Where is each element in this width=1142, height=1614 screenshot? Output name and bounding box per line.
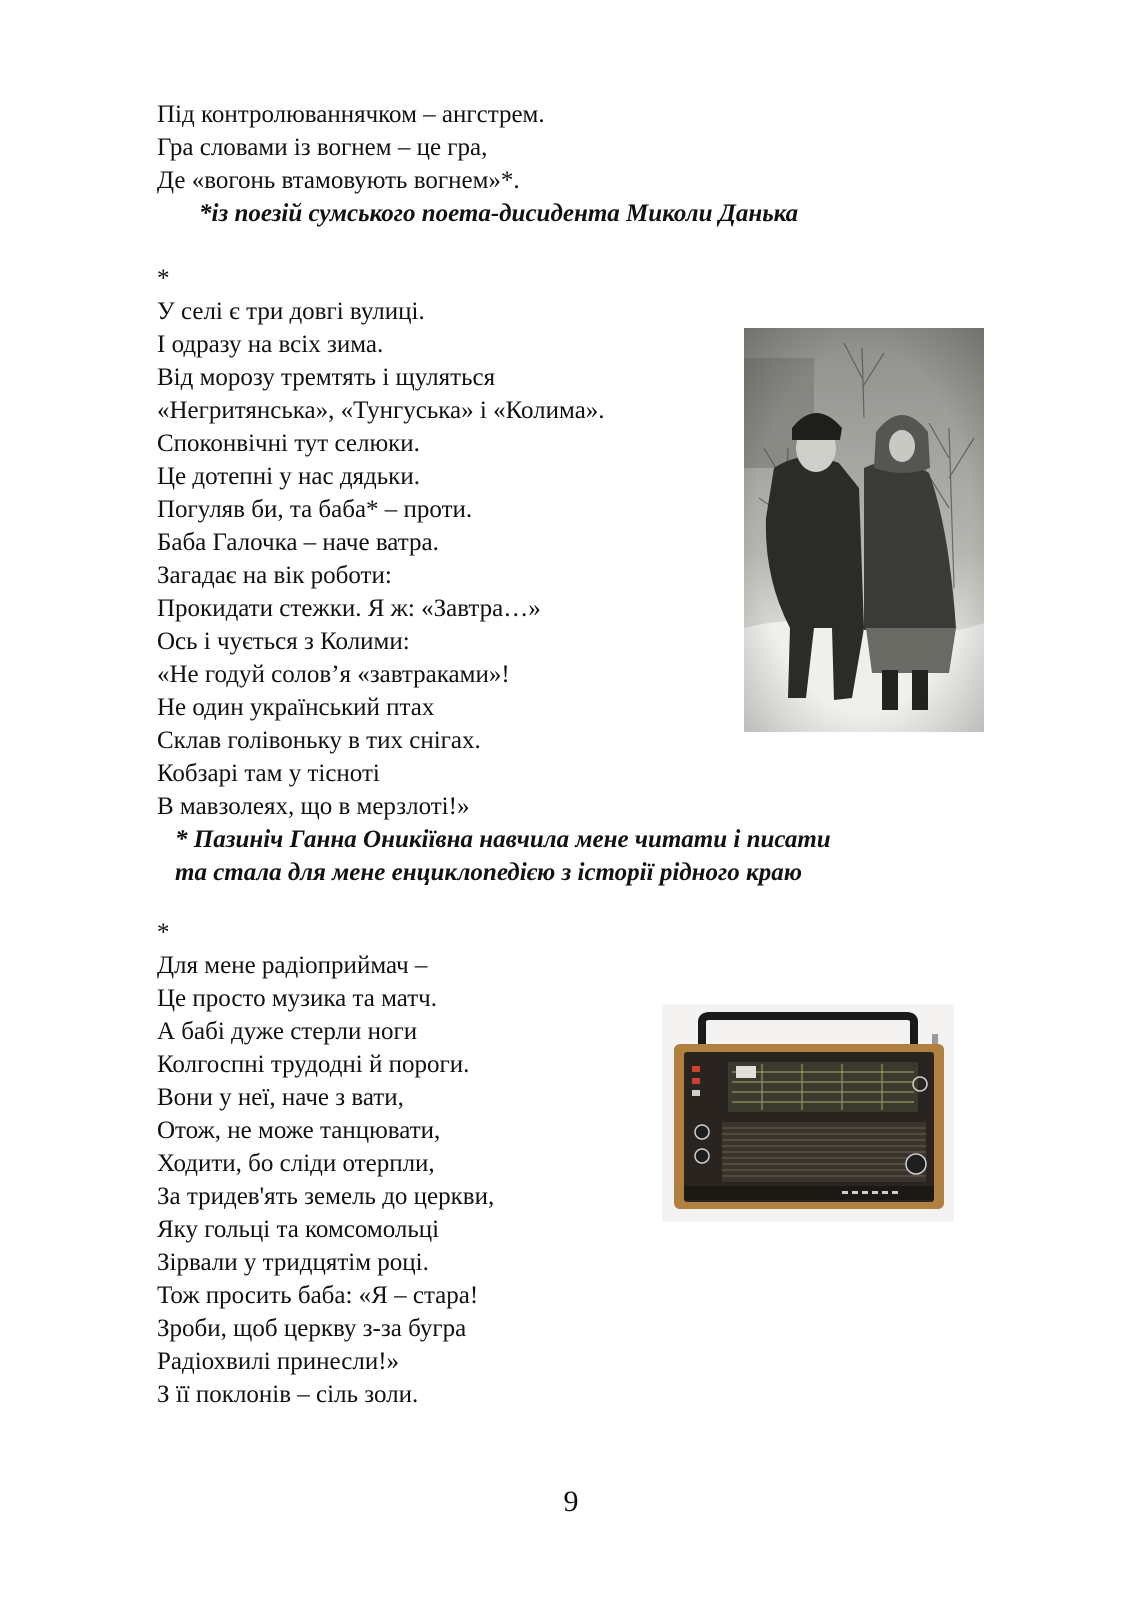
poem-line: В мавзолеях, що в мерзлоті!» [157, 793, 470, 820]
poem-line: Споконвічні тут селюки. [157, 430, 420, 457]
footnote-danko: *із поезій сумського поета-дисидента Миколи Данька [199, 200, 799, 227]
poem-line: Баба Галочка – наче ватра. [157, 529, 439, 556]
poem-line: Яку гольці та комсомольці [157, 1216, 440, 1243]
stanza-1 [157, 98, 798, 230]
poem-line: Не один український птах [157, 694, 435, 721]
poem-line: Кобзарі там у тісноті [157, 760, 380, 787]
winter-photo [744, 328, 984, 732]
radio-photo [662, 1004, 954, 1222]
poem-line: Від морозу тремтять і щуляться [157, 364, 496, 391]
poem-line: Склав голівоньку в тих снігах. [157, 727, 481, 754]
poem-line: Радіохвилі принесли!» [157, 1348, 400, 1375]
poem-line: І одразу на всіх зима. [157, 331, 384, 358]
poem-line: У селі є три довгі вулиці. [157, 298, 425, 325]
poem-line: Під контролюваннячком – ангстрем. [157, 101, 545, 128]
poem-line: Для мене радіоприймач – [157, 952, 428, 979]
poem-line: Вони у неї, наче з вати, [157, 1084, 404, 1111]
poem-line: Загадає на вік роботи: [157, 562, 392, 589]
poem-line: Зроби, щоб церкву з-за бугра [157, 1315, 467, 1342]
footnote-pazynich-1: * Пазиніч Ганна Оникіївна навчила мене читати і писати [175, 826, 831, 853]
poem-line: «Негритянська», «Тунгуська» і «Колима». [157, 397, 605, 424]
stanza-2 [157, 262, 831, 889]
poem-line: Де «вогонь втамовують вогнем»*. [157, 167, 520, 194]
poem-line: Колгоспні трудодні й пороги. [157, 1051, 470, 1078]
radio-photo-image [662, 1004, 954, 1222]
poem-line: Гра словами із вогнем – це гра, [157, 134, 488, 161]
poem-line: З її поклонів – сіль золи. [157, 1381, 419, 1408]
poem-line: Прокидати стежки. Я ж: «Завтра…» [157, 595, 541, 622]
poem-line: Отож, не може танцювати, [157, 1117, 441, 1144]
poem-line: Це просто музика та матч. [157, 985, 437, 1012]
poem-line: Це дотепні у нас дядьки. [157, 463, 420, 490]
poem-line: За тридев'ять земель до церкви, [157, 1183, 495, 1210]
stanza-3 [157, 916, 494, 1411]
footnote-pazynich-2: та стала для мене енциклопедією з історії рідного краю [175, 859, 802, 886]
poem-line: Зірвали у тридцятім році. [157, 1249, 429, 1276]
poem-line: Погуляв би, та баба* – проти. [157, 496, 473, 523]
poem-line: Ходити, бо сліди отерпли, [157, 1150, 435, 1177]
poem-line: Тож просить баба: «Я – стара! [157, 1282, 479, 1309]
stanza-marker: * [157, 265, 170, 292]
stanza-marker: * [157, 919, 170, 946]
winter-photo-image [744, 328, 984, 732]
page-number: 9 [563, 1485, 579, 1518]
poem-line: «Не годуй солов’я «завтраками»! [157, 661, 510, 688]
poem-line: Ось і чується з Колими: [157, 628, 410, 655]
poem-line: А бабі дуже стерли ноги [157, 1018, 418, 1045]
